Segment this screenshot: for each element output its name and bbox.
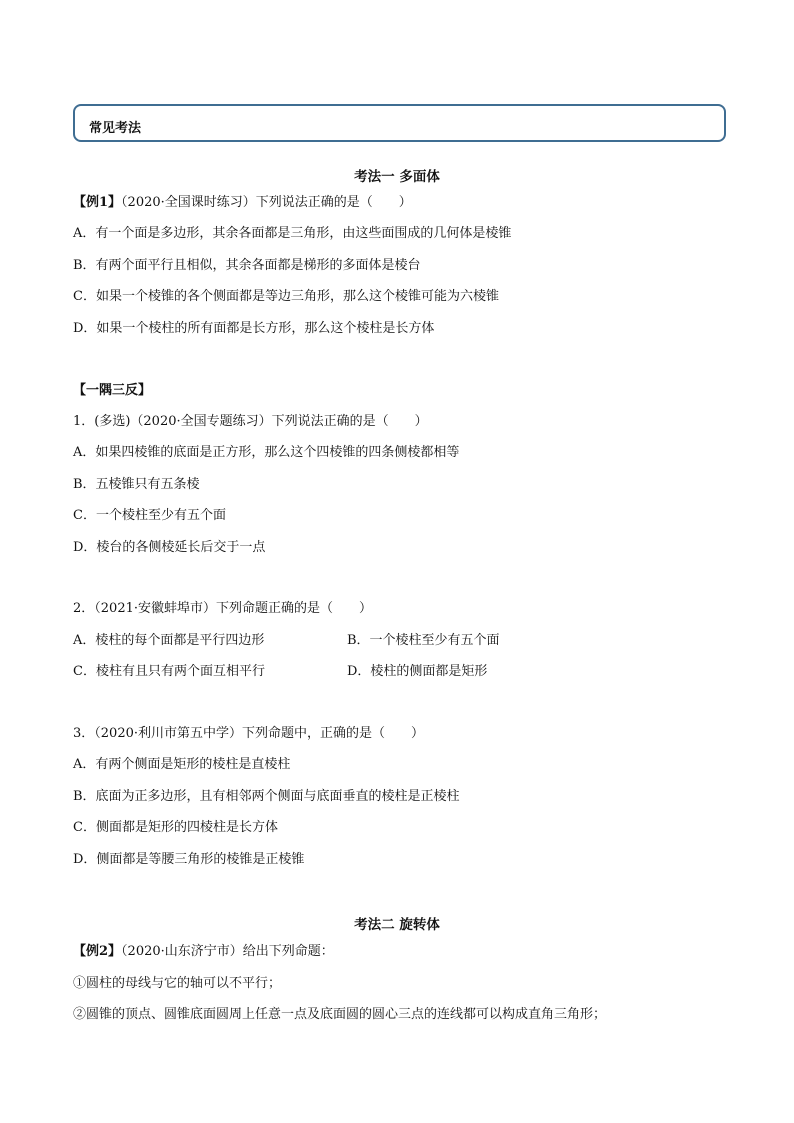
- q1-option-c: C．一个棱柱至少有五个面: [73, 508, 226, 523]
- example2-tag: 【例2】: [73, 944, 122, 959]
- q3-option-a: A．有两个侧面是矩形的棱柱是直棱柱: [73, 757, 291, 772]
- q2-option-c: C．棱柱有且只有两个面互相平行: [73, 664, 265, 679]
- q2-stem: 2．（2021·安徽蚌埠市）下列命题正确的是（ ）: [73, 601, 372, 616]
- example2-stem: （2020·山东济宁市）给出下列命题：: [121, 944, 334, 959]
- q3-stem: 3．（2020·利川市第五中学）下列命题中，正确的是（ ）: [73, 726, 424, 741]
- q1-stem: 1．(多选)（2020·全国专题练习）下列说法正确的是（ ）: [73, 414, 428, 429]
- q1-option-d: D．棱台的各侧棱延长后交于一点: [73, 540, 266, 555]
- q1-option-b: B．五棱锥只有五条棱: [73, 477, 200, 492]
- q3-option-c: C．侧面都是矩形的四棱柱是长方体: [73, 820, 278, 835]
- q3-option-d: D．侧面都是等腰三角形的棱锥是正棱锥: [73, 852, 305, 867]
- q2-option-a: A．棱柱的每个面都是平行四边形: [73, 633, 265, 648]
- q2-option-d: D．棱柱的侧面都是矩形: [347, 664, 488, 679]
- example1-stem-line: [73, 195, 412, 211]
- example1-option-d: D．如果一个棱柱的所有面都是长方形，那么这个棱柱是长方体: [73, 321, 435, 336]
- practice-title: 【一隅三反】: [73, 383, 152, 398]
- example1-option-a: A．有一个面是多边形，其余各面都是三角形，由这些面围成的几何体是棱锥: [73, 226, 512, 241]
- example1-tag: 【例1】: [73, 195, 122, 210]
- example2-item-1: ①圆柱的母线与它的轴可以不平行；: [73, 976, 282, 991]
- example1-stem: （2020·全国课时练习）下列说法正确的是（ ）: [121, 195, 412, 210]
- section-header-title: 常见考法: [89, 121, 142, 136]
- example1-option-c: C．如果一个棱锥的各个侧面都是等边三角形，那么这个棱锥可能为六棱锥: [73, 289, 499, 304]
- section1-title: 考法一 多面体: [354, 169, 440, 185]
- example2-item-2: ②圆锥的顶点、圆锥底面圆周上任意一点及底面圆的圆心三点的连线都可以构成直角三角形；: [73, 1007, 607, 1022]
- example2-stem-line: [73, 944, 334, 960]
- example1-option-b: B．有两个面平行且相似，其余各面都是梯形的多面体是棱台: [73, 258, 421, 273]
- section-header-box: [73, 104, 726, 142]
- q1-option-a: A．如果四棱锥的底面是正方形，那么这个四棱锥的四条侧棱都相等: [73, 445, 460, 460]
- q3-option-b: B．底面为正多边形，且有相邻两个侧面与底面垂直的棱柱是正棱柱: [73, 789, 460, 804]
- section2-title: 考法二 旋转体: [354, 917, 440, 933]
- q2-option-b: B．一个棱柱至少有五个面: [347, 633, 500, 648]
